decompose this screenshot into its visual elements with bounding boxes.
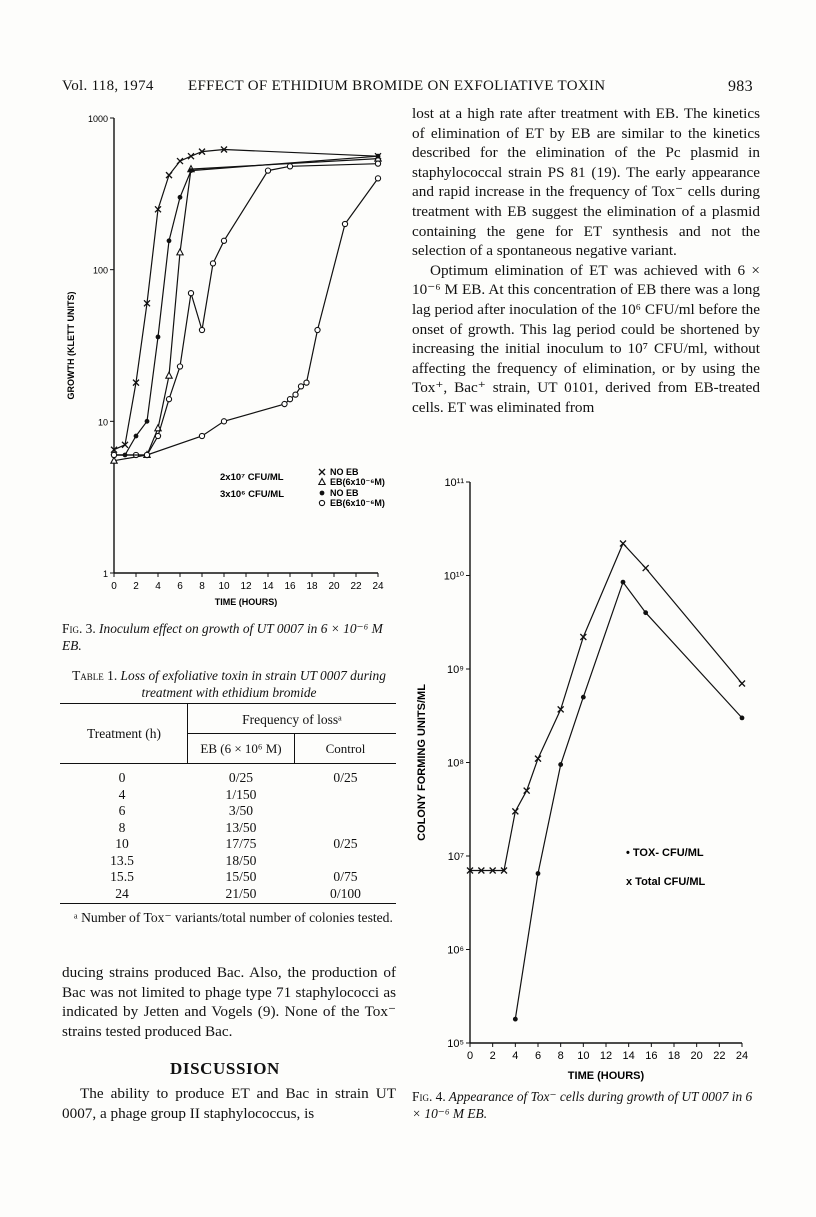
table-header-eb: EB (6 × 10⁶ M) <box>200 741 282 756</box>
table-body <box>60 770 396 902</box>
table-cell-treatment: 24 <box>115 885 129 901</box>
figure-4-caption <box>412 1088 762 1122</box>
y-tick-label: 10¹¹ <box>444 477 464 489</box>
x-tick-label: 8 <box>557 1050 564 1062</box>
dot-marker <box>536 871 541 876</box>
dot-marker <box>134 434 139 439</box>
dot-marker <box>621 580 626 585</box>
table-row <box>60 787 396 804</box>
circle-marker <box>199 433 204 438</box>
series-line <box>114 164 378 455</box>
x-marker <box>319 469 325 475</box>
circle-marker <box>177 364 182 369</box>
table-cell-treatment: 10 <box>115 836 129 851</box>
dot-marker <box>376 154 381 159</box>
x-tick-label: 14 <box>622 1050 635 1062</box>
circle-marker <box>298 384 303 389</box>
y-tick-label: 10¹⁰ <box>443 570 464 583</box>
figure-4-label: Fig. 4. <box>412 1089 446 1104</box>
table-cell-treatment: 6 <box>118 803 126 818</box>
circle-marker <box>375 176 380 181</box>
circle-marker <box>221 419 226 424</box>
circle-marker <box>265 168 270 173</box>
table-cell-control: 0/25 <box>333 836 358 851</box>
legend-group-label: 2x10⁷ CFU/ML <box>220 472 284 483</box>
table-row <box>60 886 396 903</box>
y-tick-label: 10 <box>97 417 108 428</box>
dot-marker <box>581 695 586 700</box>
x-tick-label: 16 <box>645 1050 658 1062</box>
x-tick-label: 20 <box>328 581 340 592</box>
circle-marker <box>315 327 320 332</box>
figure-3-chart <box>60 108 400 618</box>
circle-marker <box>304 380 309 385</box>
y-tick-label: 10⁶ <box>447 944 464 957</box>
x-marker <box>166 172 172 178</box>
right-column-text <box>412 104 760 418</box>
circle-marker <box>188 291 193 296</box>
legend-entry: NO EB <box>330 467 359 477</box>
table-cell-treatment: 15.5 <box>110 869 134 884</box>
triangle-marker <box>166 372 172 378</box>
legend-entry: EB(6x10⁻⁶M) <box>330 498 385 508</box>
legend-group-label: 3x10⁶ CFU/ML <box>220 489 285 500</box>
left-paragraph-text: ducing strains produced Bac. Also, the production of Bac was not limited to phage type 71 staphylococci as indicated by Jetten and Vogels (9). None of the Tox⁻ strains tested produced Bac. <box>62 964 396 1040</box>
series-circle <box>111 161 380 458</box>
y-tick-label: 10⁷ <box>447 851 464 863</box>
x-marker <box>524 788 530 794</box>
figure-4-legend <box>626 847 706 888</box>
discussion-text: The ability to produce ET and Bac in strain UT 0007, a phage group II staphylococcus, is <box>62 1085 396 1122</box>
circle-marker <box>144 452 149 457</box>
y-tick-label: 10⁸ <box>447 757 464 770</box>
x-marker <box>558 706 564 712</box>
x-tick-label: 22 <box>350 581 362 592</box>
x-tick-label: 2 <box>133 581 139 592</box>
x-tick-label: 22 <box>713 1050 726 1062</box>
table-row <box>60 770 396 787</box>
table-cell-treatment: 4 <box>118 786 126 802</box>
circle-marker <box>287 164 292 169</box>
table-cell-eb: 13/50 <box>225 819 257 835</box>
x-tick-label: 16 <box>284 581 296 592</box>
y-axis-label: GROWTH (KLETT UNITS) <box>66 291 76 400</box>
circle-marker <box>287 397 292 402</box>
x-tick-label: 4 <box>512 1050 519 1062</box>
y-tick-label: 10⁹ <box>447 664 464 676</box>
table-row <box>60 803 396 820</box>
dot-marker <box>145 419 150 424</box>
dot-marker <box>740 715 745 720</box>
figure-3-label: Fig. 3. <box>62 621 96 636</box>
table-header-control: Control <box>325 741 366 756</box>
series-line <box>114 150 378 450</box>
x-axis-label: TIME (HOURS) <box>214 597 278 607</box>
x-tick-label: 10 <box>577 1050 590 1062</box>
table-row <box>60 853 396 870</box>
legend-entry: EB(6x10⁻⁶M) <box>330 477 385 487</box>
dot-marker <box>189 168 194 173</box>
x-tick-label: 20 <box>690 1050 703 1062</box>
dot-marker <box>643 610 648 615</box>
dot-marker <box>167 238 172 243</box>
x-tick-label: 24 <box>735 1050 749 1062</box>
y-axis-label: COLONY FORMING UNITS/ML <box>416 684 428 841</box>
circle-marker <box>111 452 116 457</box>
table-header-frequency: Frequency of lossᵃ <box>242 712 342 727</box>
table-top-rule <box>60 703 396 704</box>
table-header-treatment: Treatment (h) <box>86 726 162 741</box>
x-marker <box>188 153 194 159</box>
x-marker <box>177 158 183 164</box>
x-marker <box>580 634 586 640</box>
dot-marker <box>320 491 325 496</box>
table-cell-eb: 1/150 <box>225 786 257 802</box>
table-cell-eb: 15/50 <box>225 869 257 884</box>
legend-entry: NO EB <box>330 488 359 498</box>
y-tick-label: 1 <box>102 569 108 579</box>
x-tick-label: 6 <box>177 581 183 592</box>
table-cell-control: 0/25 <box>333 770 358 785</box>
circle-marker <box>210 261 215 266</box>
table-row <box>60 836 396 853</box>
series-line <box>470 544 742 871</box>
series-circle-open <box>111 176 380 458</box>
table-group-rule <box>188 733 396 734</box>
table-cell-eb: 21/50 <box>225 885 257 901</box>
running-title: EFFECT OF ETHIDIUM BROMIDE ON EXFOLIATIVE TOXIN <box>188 78 606 94</box>
circle-marker <box>342 221 347 226</box>
x-marker <box>535 756 541 762</box>
series-x <box>111 146 381 452</box>
right-paragraph-1: lost at a high rate after treatment with EB. The kinetics of elimination of ET by EB are similar to the kinetics described for the elimination of the Pc plasmid in staphylococcal strain PS 81 (19). The early appearance and rapid increase in the frequency of Tox⁻ cells during treatment with EB suggest the elimination of a plasmid containing the gene for ET synthesis and not the selection of a spontaneous negative variant. <box>412 105 760 260</box>
series-triangle <box>111 155 381 463</box>
table-cell-eb: 17/75 <box>225 836 257 851</box>
table-cell-eb: 0/25 <box>228 770 254 785</box>
x-tick-label: 4 <box>155 581 161 592</box>
discussion-heading: DISCUSSION <box>170 1059 280 1078</box>
x-tick-label: 12 <box>599 1050 613 1062</box>
series-line <box>114 178 378 455</box>
triangle-marker <box>319 479 325 485</box>
figure-4-chart <box>412 468 764 1084</box>
legend-entry-total: x Total CFU/ML <box>626 876 706 888</box>
table-bottom-rule <box>60 903 396 904</box>
legend-entry-tox: • TOX- CFU/ML <box>626 847 704 859</box>
figure-3-caption-text: Inoculum effect on growth of UT 0007 in 6 × 10⁻⁶ M EB. <box>62 621 383 653</box>
series-dot <box>112 154 381 458</box>
table-cell-control: 0/100 <box>330 885 361 901</box>
circle-marker <box>199 327 204 332</box>
x-tick-label: 18 <box>667 1050 681 1062</box>
figure-3-caption <box>62 620 396 654</box>
table-cell-eb: 18/50 <box>225 852 257 868</box>
x-tick-label: 24 <box>372 581 384 592</box>
right-paragraph-2: Optimum elimination of ET was achieved with 6 × 10⁻⁶ M EB. At this concentration of EB there was a long lag period after inoculation of the 10⁶ CFU/ml before the onset of growth. This lag period could be shortened by increasing the initial inoculum to 10⁷ CFU/ml, without affecting the frequency of elimination, or by using the Tox⁺, Bac⁺ strain, UT 0101, derived from EB-treated cells. ET was eliminated from <box>412 261 760 416</box>
discussion-body <box>62 1084 396 1123</box>
figure-4-caption-text: Appearance of Tox⁻ cells during growth of UT 0007 in 6 × 10⁻⁶ M EB. <box>412 1089 753 1121</box>
dot-marker <box>156 335 161 340</box>
table-1-caption <box>62 667 396 701</box>
x-tick-label: 10 <box>218 581 230 592</box>
x-tick-label: 6 <box>534 1050 542 1062</box>
x-marker <box>620 540 626 546</box>
journal-volume: Vol. 118, 1974 <box>62 78 154 94</box>
left-paragraph <box>62 963 396 1041</box>
x-tick-label: 2 <box>489 1050 496 1062</box>
dot-marker <box>558 762 563 767</box>
x-axis-label: TIME (HOURS) <box>567 1070 645 1082</box>
circle-marker <box>166 397 171 402</box>
x-tick-label: 8 <box>199 581 205 592</box>
table-cell-treatment: 8 <box>118 819 126 835</box>
table-cell-treatment: 13.5 <box>110 852 134 868</box>
circle-marker <box>221 238 226 243</box>
dot-marker <box>513 1017 518 1022</box>
dot-marker <box>178 195 183 200</box>
x-tick-label: 18 <box>306 581 318 592</box>
y-tick-label: 10⁵ <box>447 1038 464 1050</box>
table-1-label: Table 1. <box>72 668 118 683</box>
page-number: 983 <box>728 78 753 95</box>
x-marker <box>739 680 745 686</box>
y-tick-label: 100 <box>92 265 108 276</box>
circle-marker <box>155 433 160 438</box>
table-row <box>60 869 396 886</box>
circle-marker <box>282 401 287 406</box>
x-tick-label: 0 <box>111 581 117 592</box>
table-1-title: Loss of exfoliative toxin in strain UT 0007 during treatment with ethidium bromide <box>120 668 386 700</box>
series-dot <box>513 580 744 1022</box>
circle-marker <box>293 392 298 397</box>
figure-3-legend <box>220 467 385 508</box>
table-footnote: ᵃ Number of Tox⁻ variants/total number of colonies tested. <box>74 910 393 925</box>
table-row <box>60 820 396 837</box>
circle-marker <box>375 161 380 166</box>
table-cell-eb: 3/50 <box>228 803 254 818</box>
x-tick-label: 0 <box>466 1050 474 1062</box>
series-x <box>467 540 745 873</box>
y-tick-label: 1000 <box>87 114 108 124</box>
table-cell-control: 0/75 <box>333 869 358 884</box>
circle-marker <box>319 500 324 505</box>
triangle-marker <box>177 249 183 255</box>
x-tick-label: 12 <box>240 581 252 592</box>
series-line <box>515 582 742 1019</box>
series-line <box>114 156 378 455</box>
table-header-rule <box>60 763 396 764</box>
x-tick-label: 14 <box>262 581 274 592</box>
x-marker <box>643 565 649 571</box>
table-cell-treatment: 0 <box>118 770 126 785</box>
